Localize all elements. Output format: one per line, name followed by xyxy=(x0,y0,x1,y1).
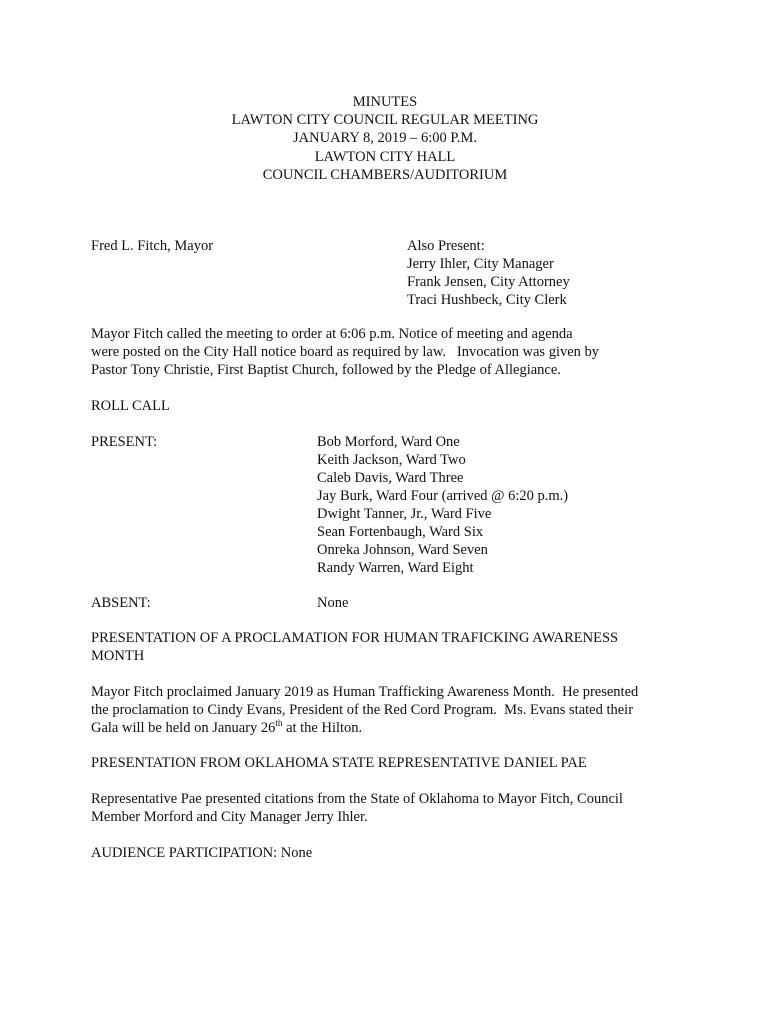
document-header xyxy=(0,93,770,184)
council-member: Dwight Tanner, Jr., Ward Five xyxy=(317,506,492,522)
present-label: PRESENT: xyxy=(91,434,158,450)
absent-value: None xyxy=(317,595,349,611)
header-date: JANUARY 8, 2019 – 6:00 P.M. xyxy=(293,130,477,147)
roll-call-heading: ROLL CALL xyxy=(91,398,170,414)
call-to-order-paragraph xyxy=(91,325,691,379)
also-present-item: Jerry Ihler, City Manager xyxy=(407,256,554,272)
council-member: Onreka Johnson, Ward Seven xyxy=(317,542,488,558)
council-member: Caleb Davis, Ward Three xyxy=(317,470,464,486)
absent-label: ABSENT: xyxy=(91,595,151,611)
header-title: MINUTES xyxy=(352,94,418,110)
present-list xyxy=(317,433,568,577)
header-meeting-name: LAWTON CITY COUNCIL REGULAR MEETING xyxy=(231,112,539,129)
paragraph-line: Mayor Fitch proclaimed January 2019 as Human Trafficking Awareness Month. He presented xyxy=(91,684,639,700)
paragraph-line: Pastor Tony Christie, First Baptist Church, followed by the Pledge of Allegiance. xyxy=(91,362,561,378)
gala-text: Gala will be held on January 26 xyxy=(91,720,276,736)
audience-participation: AUDIENCE PARTICIPATION: None xyxy=(91,845,313,861)
also-present-label: Also Present: xyxy=(407,238,485,254)
paragraph-line: the proclamation to Cindy Evans, President of the Red Cord Program. Ms. Evans stated their xyxy=(91,702,634,718)
header-room: COUNCIL CHAMBERS/AUDITORIUM xyxy=(262,166,508,183)
council-member: Bob Morford, Ward One xyxy=(317,434,460,450)
paragraph-line xyxy=(91,719,691,737)
council-member: Jay Burk, Ward Four (arrived @ 6:20 p.m.) xyxy=(317,488,569,504)
mayor-name: Fred L. Fitch, Mayor xyxy=(91,238,214,254)
proclamation-paragraph xyxy=(91,683,691,737)
representative-paragraph xyxy=(91,790,691,826)
council-member: Keith Jackson, Ward Two xyxy=(317,452,466,468)
council-member: Randy Warren, Ward Eight xyxy=(317,560,474,576)
paragraph-line: Representative Pae presented citations from the State of Oklahoma to Mayor Fitch, Council xyxy=(91,791,623,807)
ordinal-suffix: th xyxy=(275,718,283,729)
heading-line: PRESENTATION OF A PROCLAMATION FOR HUMAN TRAFICKING AWARENESS xyxy=(91,630,619,646)
also-present-block xyxy=(407,237,570,309)
representative-heading: PRESENTATION FROM OKLAHOMA STATE REPRESENTATIVE DANIEL PAE xyxy=(91,755,587,771)
header-location: LAWTON CITY HALL xyxy=(314,148,456,165)
paragraph-line: Member Morford and City Manager Jerry Ihler. xyxy=(91,809,368,825)
proclamation-heading xyxy=(91,629,691,665)
gala-location: at the Hilton. xyxy=(282,720,363,736)
mayor-attendance xyxy=(91,237,213,255)
council-member: Sean Fortenbaugh, Ward Six xyxy=(317,524,484,540)
also-present-item: Frank Jensen, City Attorney xyxy=(407,274,570,290)
heading-line: MONTH xyxy=(91,648,145,664)
paragraph-line: Mayor Fitch called the meeting to order at 6:06 p.m. Notice of meeting and agenda xyxy=(91,326,573,342)
also-present-item: Traci Hushbeck, City Clerk xyxy=(407,292,567,308)
paragraph-line: were posted on the City Hall notice board as required by law. Invocation was given by xyxy=(91,344,600,360)
